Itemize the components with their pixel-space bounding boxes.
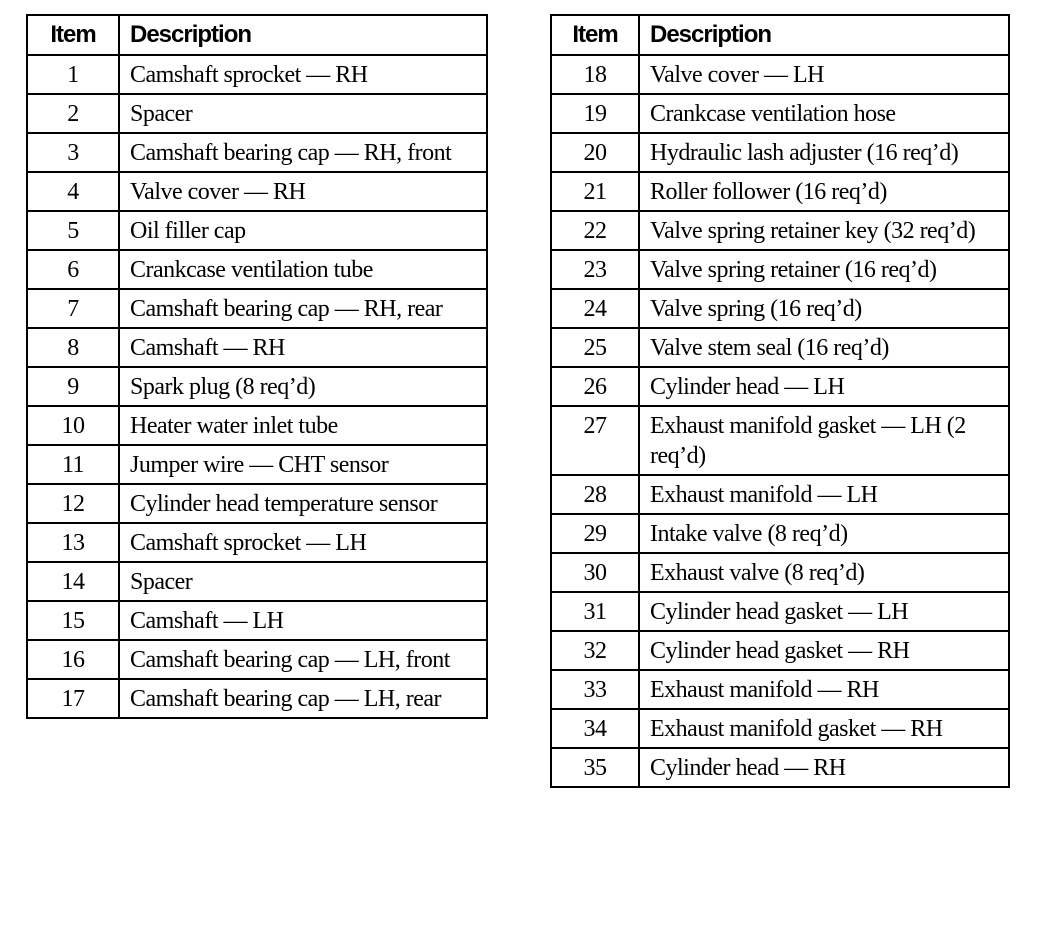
item-description: Cylinder head gasket — LH	[639, 592, 1009, 631]
item-number: 6	[27, 250, 119, 289]
item-number: 25	[551, 328, 639, 367]
table-row	[27, 367, 487, 406]
table-row	[27, 640, 487, 679]
item-description: Valve cover — RH	[119, 172, 487, 211]
table-row	[27, 94, 487, 133]
description-column-header: Description	[639, 15, 1009, 55]
item-number: 17	[27, 679, 119, 718]
item-description: Camshaft bearing cap — RH, rear	[119, 289, 487, 328]
item-number: 7	[27, 289, 119, 328]
item-description: Intake valve (8 req’d)	[639, 514, 1009, 553]
table-row	[551, 709, 1009, 748]
item-number: 23	[551, 250, 639, 289]
item-description: Exhaust manifold gasket — LH (2 req’d)	[639, 406, 1009, 475]
item-description: Exhaust valve (8 req’d)	[639, 553, 1009, 592]
table-row	[27, 484, 487, 523]
table-row	[27, 133, 487, 172]
item-number: 34	[551, 709, 639, 748]
table-row	[27, 328, 487, 367]
table-row	[551, 670, 1009, 709]
item-description: Cylinder head — LH	[639, 367, 1009, 406]
item-number: 15	[27, 601, 119, 640]
item-number: 31	[551, 592, 639, 631]
header-row	[27, 15, 487, 55]
item-number: 35	[551, 748, 639, 787]
item-number: 9	[27, 367, 119, 406]
item-column-header: Item	[27, 15, 119, 55]
item-description: Spacer	[119, 562, 487, 601]
table-row	[27, 601, 487, 640]
item-description: Exhaust manifold gasket — RH	[639, 709, 1009, 748]
item-number: 14	[27, 562, 119, 601]
table-row	[551, 94, 1009, 133]
item-description: Exhaust manifold — RH	[639, 670, 1009, 709]
item-number: 21	[551, 172, 639, 211]
item-number: 33	[551, 670, 639, 709]
item-description: Camshaft — LH	[119, 601, 487, 640]
item-description: Camshaft sprocket — LH	[119, 523, 487, 562]
item-number: 26	[551, 367, 639, 406]
table-row	[27, 211, 487, 250]
item-number: 1	[27, 55, 119, 94]
table-row	[551, 55, 1009, 94]
table-row	[27, 523, 487, 562]
item-number: 5	[27, 211, 119, 250]
table-row	[551, 133, 1009, 172]
item-description: Hydraulic lash adjuster (16 req’d)	[639, 133, 1009, 172]
item-description: Camshaft bearing cap — RH, front	[119, 133, 487, 172]
item-description: Camshaft sprocket — RH	[119, 55, 487, 94]
item-number: 28	[551, 475, 639, 514]
item-number: 27	[551, 406, 639, 475]
item-number: 29	[551, 514, 639, 553]
item-description: Valve spring retainer key (32 req’d)	[639, 211, 1009, 250]
table-row	[551, 592, 1009, 631]
table-row	[27, 250, 487, 289]
table-row	[27, 445, 487, 484]
table-row	[27, 172, 487, 211]
item-number: 20	[551, 133, 639, 172]
item-number: 12	[27, 484, 119, 523]
item-number: 10	[27, 406, 119, 445]
item-description: Roller follower (16 req’d)	[639, 172, 1009, 211]
item-number: 2	[27, 94, 119, 133]
table-row	[27, 679, 487, 718]
table-row	[551, 289, 1009, 328]
table-row	[551, 631, 1009, 670]
item-description: Valve stem seal (16 req’d)	[639, 328, 1009, 367]
parts-table-left	[26, 14, 488, 719]
table-row	[551, 553, 1009, 592]
parts-rows-right	[551, 55, 1009, 787]
item-description: Valve spring (16 req’d)	[639, 289, 1009, 328]
item-number: 30	[551, 553, 639, 592]
table-row	[27, 289, 487, 328]
item-description: Valve cover — LH	[639, 55, 1009, 94]
description-column-header: Description	[119, 15, 487, 55]
item-number: 16	[27, 640, 119, 679]
table-row	[551, 748, 1009, 787]
item-number: 24	[551, 289, 639, 328]
item-number: 18	[551, 55, 639, 94]
item-number: 11	[27, 445, 119, 484]
item-description: Heater water inlet tube	[119, 406, 487, 445]
item-description: Crankcase ventilation hose	[639, 94, 1009, 133]
item-number: 4	[27, 172, 119, 211]
item-description: Cylinder head temperature sensor	[119, 484, 487, 523]
item-number: 32	[551, 631, 639, 670]
item-number: 19	[551, 94, 639, 133]
item-number: 13	[27, 523, 119, 562]
item-description: Oil filler cap	[119, 211, 487, 250]
item-description: Exhaust manifold — LH	[639, 475, 1009, 514]
item-description: Crankcase ventilation tube	[119, 250, 487, 289]
table-row	[551, 328, 1009, 367]
table-row	[551, 211, 1009, 250]
item-description: Cylinder head — RH	[639, 748, 1009, 787]
table-row	[27, 406, 487, 445]
item-description: Spacer	[119, 94, 487, 133]
item-column-header: Item	[551, 15, 639, 55]
item-number: 8	[27, 328, 119, 367]
table-row	[551, 172, 1009, 211]
item-description: Jumper wire — CHT sensor	[119, 445, 487, 484]
table-row	[27, 55, 487, 94]
table-row	[551, 367, 1009, 406]
table-row	[551, 250, 1009, 289]
table-row	[27, 562, 487, 601]
item-description: Cylinder head gasket — RH	[639, 631, 1009, 670]
item-description: Spark plug (8 req’d)	[119, 367, 487, 406]
item-description: Camshaft bearing cap — LH, rear	[119, 679, 487, 718]
item-description: Camshaft bearing cap — LH, front	[119, 640, 487, 679]
header-row	[551, 15, 1009, 55]
parts-table-right	[550, 14, 1010, 788]
table-row	[551, 514, 1009, 553]
item-description: Camshaft — RH	[119, 328, 487, 367]
parts-rows-left	[27, 55, 487, 718]
table-row	[551, 475, 1009, 514]
item-number: 3	[27, 133, 119, 172]
item-number: 22	[551, 211, 639, 250]
table-row	[551, 406, 1009, 475]
item-description: Valve spring retainer (16 req’d)	[639, 250, 1009, 289]
